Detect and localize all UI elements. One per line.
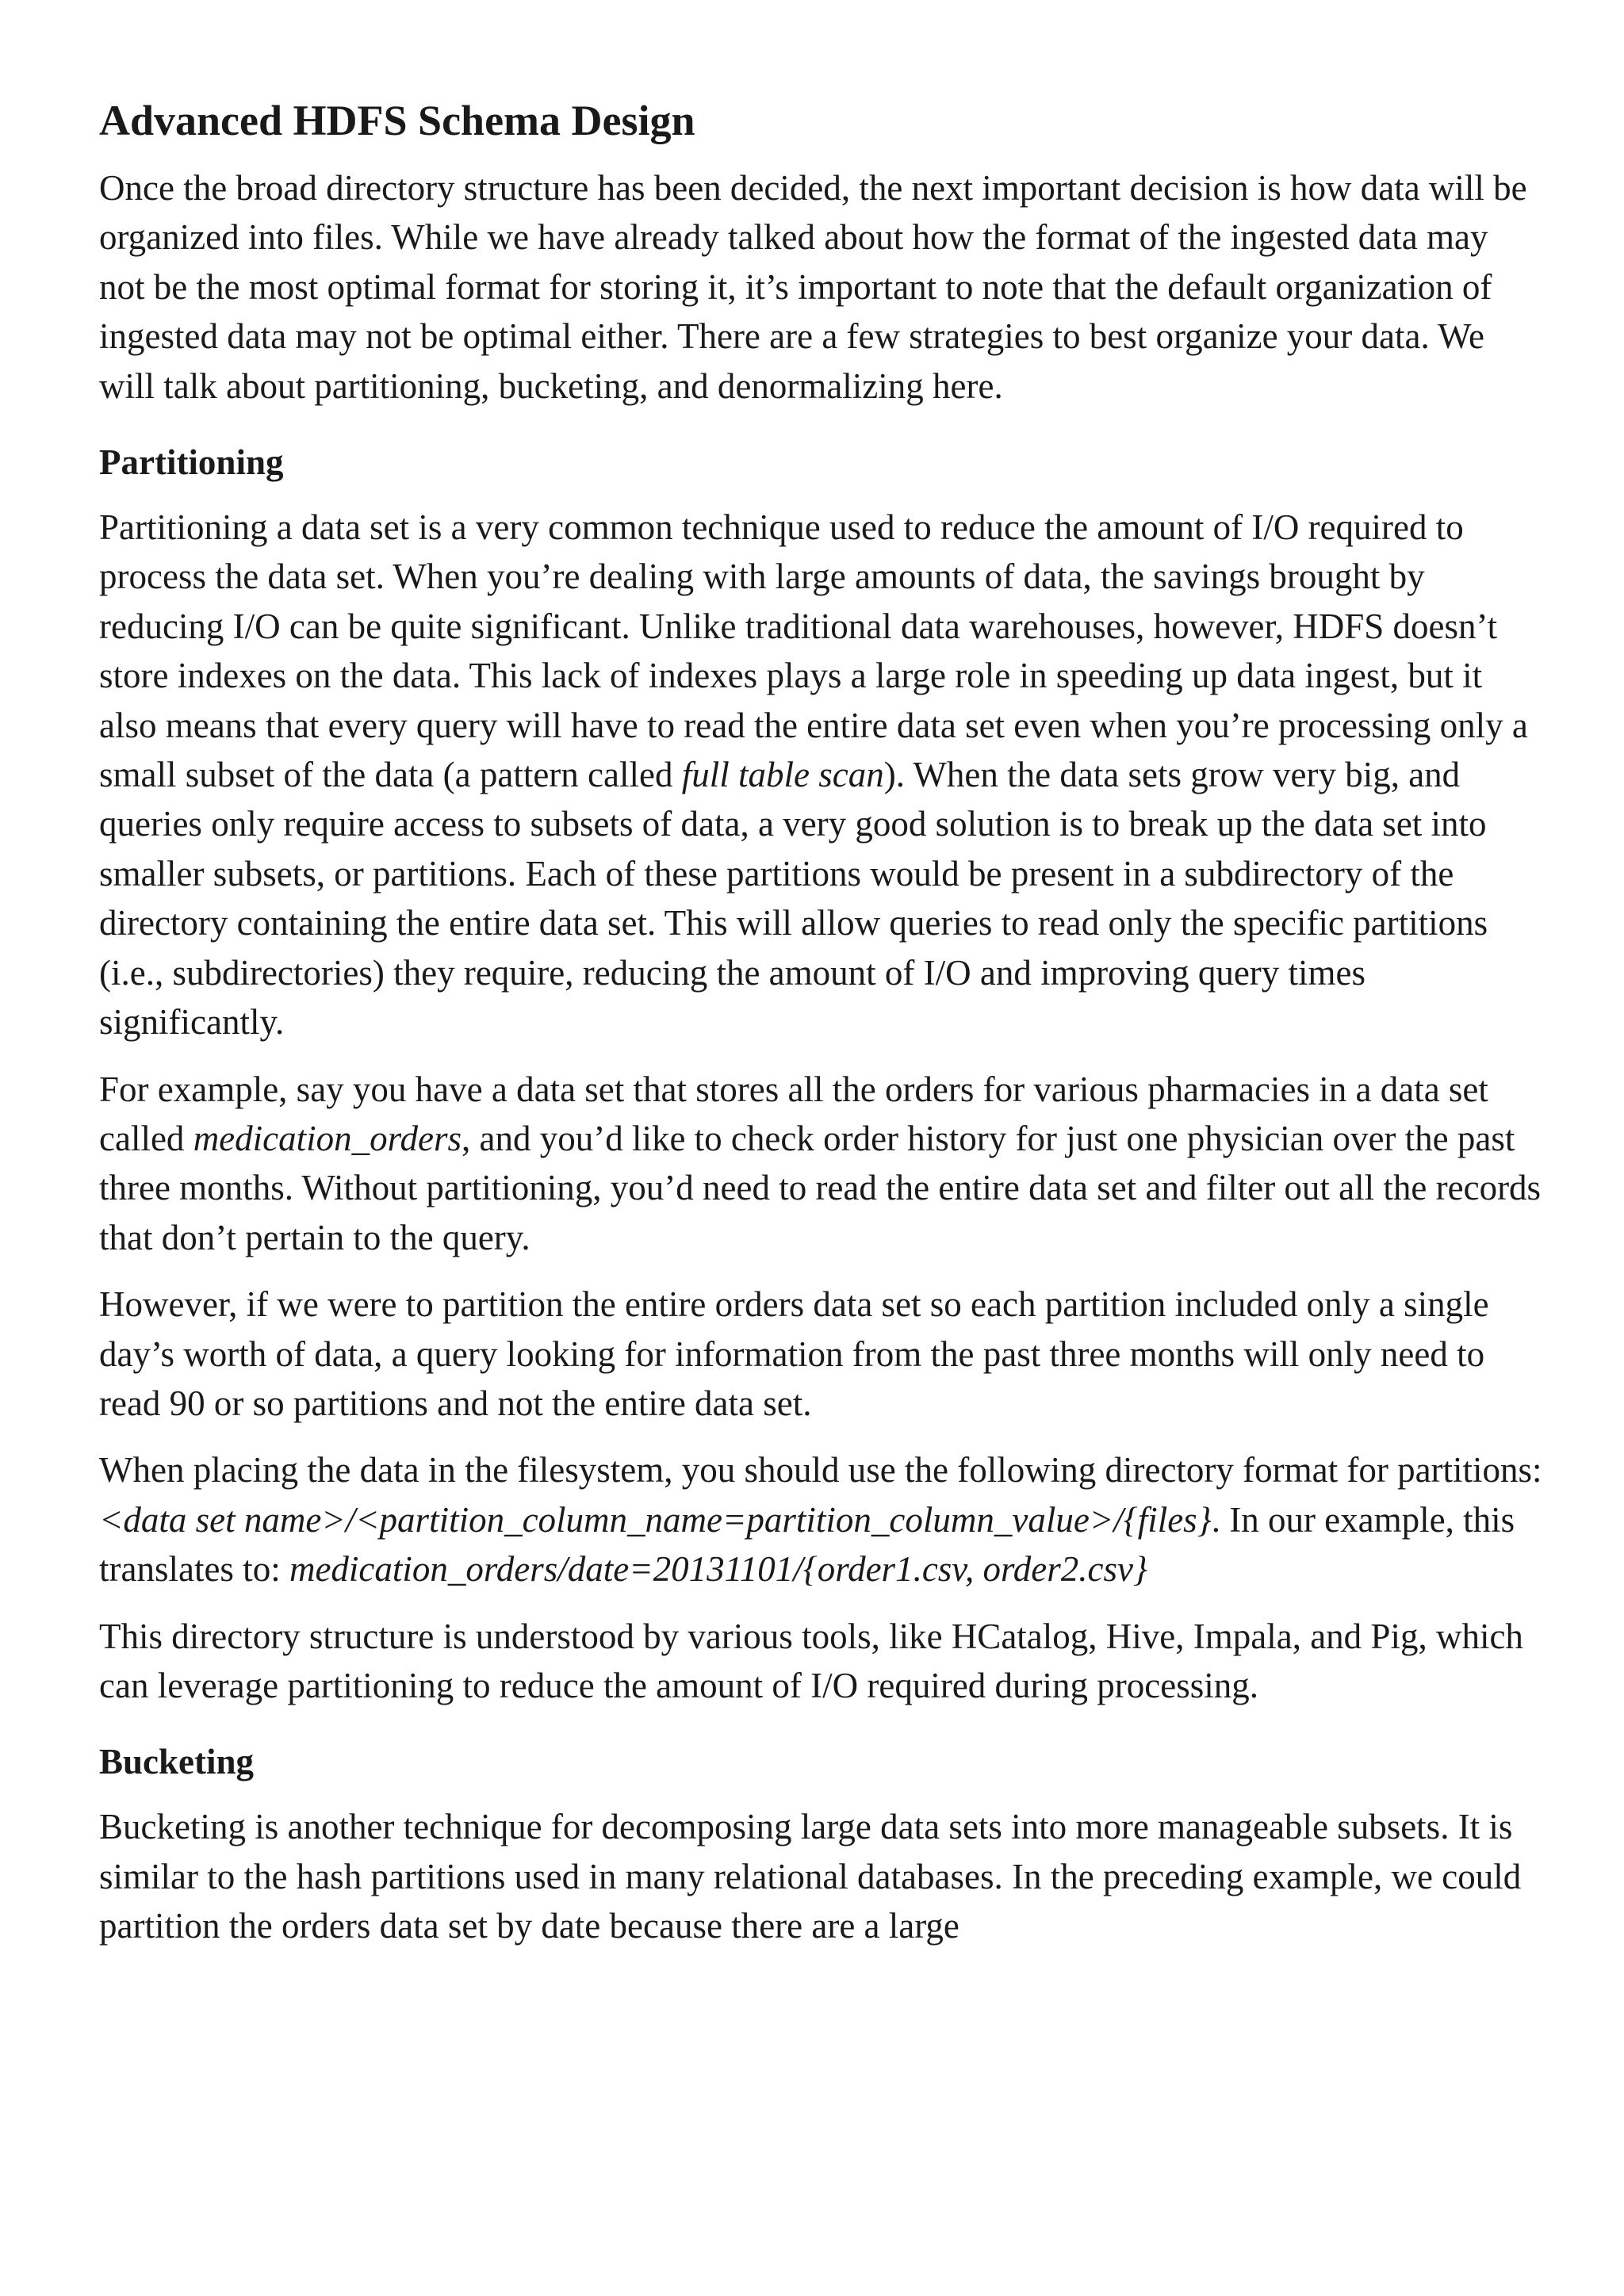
text-span: When placing the data in the filesystem, you should use the following directory format for partitions: xyxy=(99,1450,1542,1490)
text-span: For example, say you have a data set that stores all the orders for various pharmacies in a data set called xyxy=(99,1069,1488,1158)
partitioning-paragraph-4 xyxy=(99,1445,1542,1594)
emphasis-directory-format: <data set name>/<partition_column_name=partition_column_value>/{files} xyxy=(99,1499,1212,1540)
document-page xyxy=(99,95,1542,1969)
page-title: Advanced HDFS Schema Design xyxy=(99,97,695,144)
bucketing-paragraph-1: Bucketing is another technique for decomposing large data sets into more manageable subsets. It is similar to the hash partitions used in many relational databases. In the preceding example, we could partition the orders data set by date because there are a large xyxy=(99,1807,1522,1946)
text-span: , and you’d like to check order history for just one physician over the past three months. Without partitioning, you’d need to read the entire data set and filter out all the records that don’t pertain to the query. xyxy=(99,1118,1542,1257)
emphasis-example-path: medication_orders/date=20131101/{order1.csv, order2.csv} xyxy=(289,1549,1147,1590)
partitioning-paragraph-2 xyxy=(99,1065,1542,1263)
emphasis-medication-orders: medication_orders xyxy=(193,1118,462,1158)
emphasis-full-table-scan: full table scan xyxy=(681,755,884,795)
partitioning-paragraph-3: However, if we were to partition the entire orders data set so each partition included only a single day’s worth of data, a query looking for information from the past three months will only need to read 90 or so partitions and not the entire data set. xyxy=(99,1284,1489,1423)
text-span: Partitioning a data set is a very common technique used to reduce the amount of I/O required to process the data set. When you’re dealing with large amounts of data, the savings brought by reducing I/O can be quite significant. Unlike traditional data warehouses, however, HDFS doesn’t store indexes on the data. This lack of indexes plays a large role in speeding up data ingest, but it also means that every query will have to read the entire data set even when you’re processing only a small subset of the data (a pattern called xyxy=(99,507,1528,795)
intro-paragraph: Once the broad directory structure has been decided, the next important decision is how data will be organized into files. While we have already talked about how the format of the ingested data may not be the most optimal format for storing it, it’s important to note that the default organization of ingested data may not be optimal either. There are a few strategies to best organize your data. We will talk about partitioning, bucketing, and denormalizing here. xyxy=(99,168,1527,406)
partitioning-paragraph-5: This directory structure is understood by various tools, like HCatalog, Hive, Impala, and Pig, which can leverage partitioning to reduce the amount of I/O required during processing. xyxy=(99,1616,1523,1705)
text-span: . In our example, this translates to: xyxy=(99,1499,1515,1590)
section-heading-bucketing: Bucketing xyxy=(99,1742,255,1782)
text-span: ). When the data sets grow very big, and queries only require access to subsets of data, a very good solution is to break up the data set into smaller subsets, or partitions. Each of these partitions would be present in a subdirectory of the directory containing the entire data set. This will allow queries to read only the specific partitions (i.e., subdirectories) they require, reducing the amount of I/O and improving query times significantly. xyxy=(99,755,1488,1043)
section-heading-partitioning: Partitioning xyxy=(99,442,284,483)
partitioning-paragraph-1 xyxy=(99,503,1542,1047)
